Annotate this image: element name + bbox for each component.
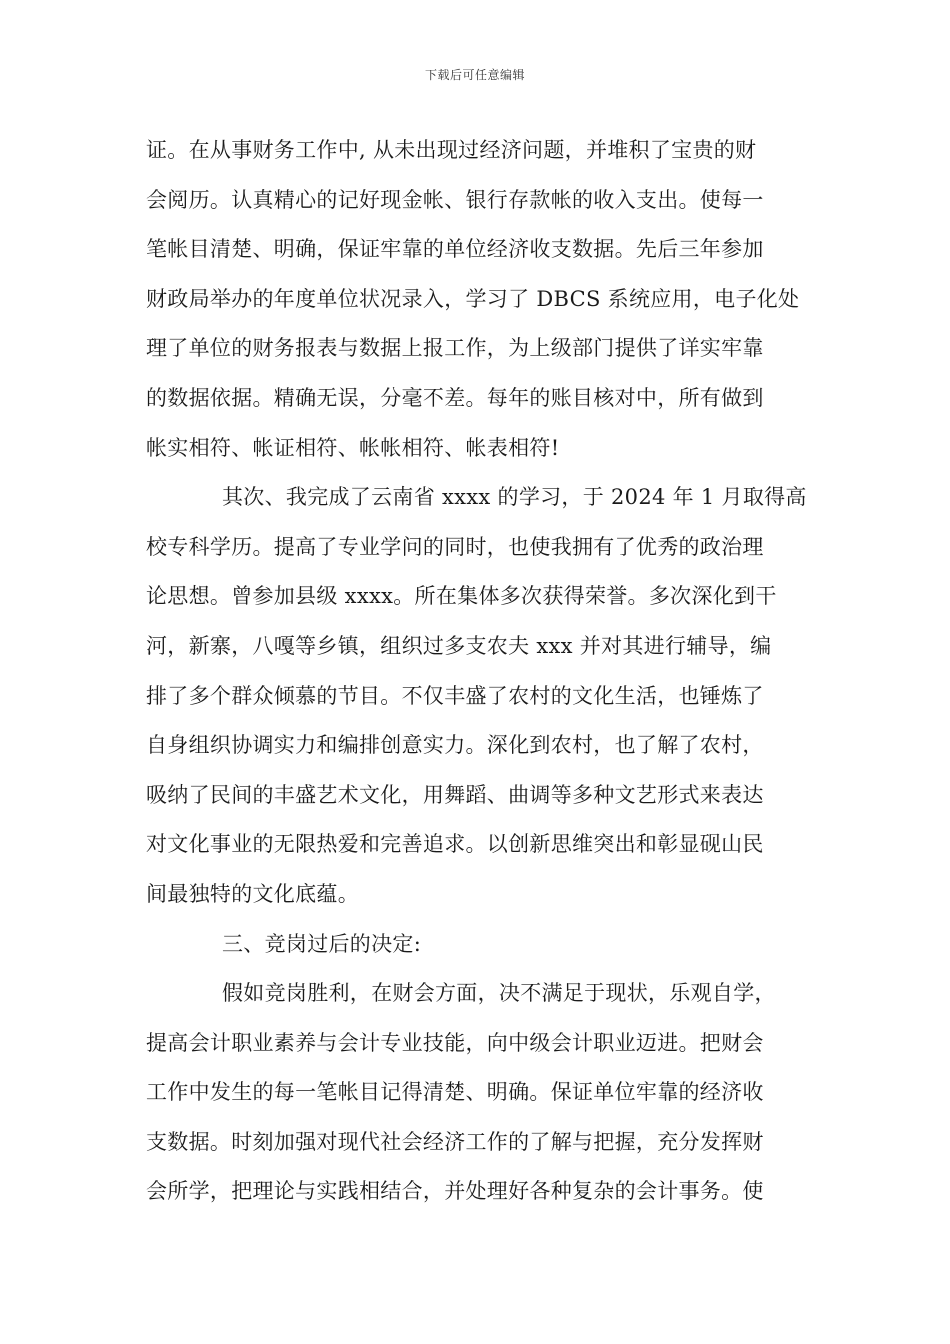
text-line: 自身组织协调实力和编排创意实力。深化到农村，也了解了农村， [146, 733, 764, 758]
text-line: 三、竞岗过后的决定: [222, 931, 422, 956]
text-line: 论思想。曾参加县级 xxxx。所在集体多次获得荣誉。多次深化到干 [146, 584, 777, 609]
text-line: 河，新寨，八嘎等乡镇，组织过多支农夫 xxx 并对其进行辅导，编 [146, 633, 772, 658]
text-line: 间最独特的文化底蕴。 [146, 881, 359, 906]
text-line: 对文化事业的无限热爱和完善追求。以创新思维突出和彰显砚山民 [146, 832, 764, 857]
text-line: 校专科学历。提高了专业学问的同时，也使我拥有了优秀的政治理 [146, 534, 764, 559]
text-line: 财政局举办的年度单位状况录入，学习了 DBCS 系统应用，电子化处 [146, 286, 800, 311]
text-line: 会阅历。认真精心的记好现金帐、银行存款帐的收入支出。使每一 [146, 187, 764, 212]
text-line: 排了多个群众倾慕的节目。不仅丰盛了农村的文化生活，也锤炼了 [146, 683, 764, 708]
text-line: 帐实相符、帐证相符、帐帐相符、帐表相符! [146, 435, 560, 460]
page-header: 下载后可任意编辑 [424, 68, 525, 82]
text-line: 工作中发生的每一笔帐目记得清楚、明确。保证单位牢靠的经济收 [146, 1080, 764, 1105]
text-line: 的数据依据。精确无误，分毫不差。每年的账目核对中，所有做到 [146, 385, 764, 410]
document-body [146, 126, 807, 1217]
text-line: 笔帐目清楚、明确，保证牢靠的单位经济收支数据。先后三年参加 [146, 237, 764, 262]
text-line: 理了单位的财务报表与数据上报工作，为上级部门提供了详实牢靠 [146, 336, 764, 361]
text-line: 提高会计职业素养与会计专业技能，向中级会计职业迈进。把财会 [146, 1030, 764, 1055]
text-line: 吸纳了民间的丰盛艺术文化，用舞蹈、曲调等多种文艺形式来表达 [146, 782, 764, 807]
text-line: 支数据。时刻加强对现代社会经济工作的了解与把握，充分发挥财 [146, 1129, 764, 1154]
text-line: 假如竞岗胜利，在财会方面，决不满足于现状，乐观自学， [222, 981, 776, 1006]
text-line: 会所学，把理论与实践相结合，并处理好各种复杂的会计事务。使 [146, 1179, 764, 1204]
text-line: 证。在从事财务工作中, 从未出现过经济问题，并堆积了宝贵的财 [146, 138, 757, 162]
text-line: 其次、我完成了云南省 xxxx 的学习，于 2024 年 1 月取得高 [222, 485, 807, 510]
